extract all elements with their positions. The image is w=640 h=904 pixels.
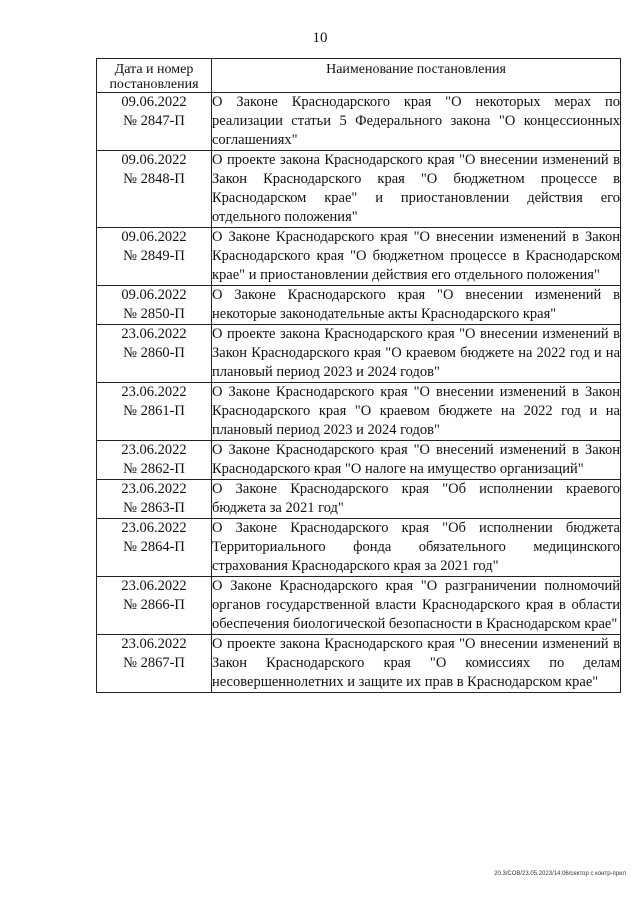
column-header-name: Наименование постановления — [212, 59, 621, 93]
decree-date: 09.06.2022 — [121, 229, 187, 245]
decree-title: О Законе Краснодарского края "О некоторых мерах по реализации статьи 5 Федерального закона "О концессионных соглашениях" — [212, 93, 621, 151]
decree-number: № 2867-П — [123, 655, 185, 671]
decree-title: О Законе Краснодарского края "О внесений изменений в Закон Краснодарского края "О налоге на имущество организаций" — [212, 441, 621, 480]
decree-number: № 2847-П — [123, 113, 185, 129]
decree-number: № 2861-П — [123, 403, 185, 419]
decree-title: О проекте закона Краснодарского края "О внесении изменений в Закон Краснодарского края "О краевом бюджете на 2022 год и на плановый период 2023 и 2024 годов" — [212, 325, 621, 383]
decrees-table — [96, 58, 621, 693]
decree-date-number-cell — [97, 286, 212, 325]
decree-date-number-cell — [97, 441, 212, 480]
decree-number: № 2850-П — [123, 306, 185, 322]
decree-date-number-cell — [97, 383, 212, 441]
table-row — [97, 286, 621, 325]
decree-title: О проекте закона Краснодарского края "О внесении изменений в Закон Краснодарского края "О бюджетном процессе в Краснодарском крае" и приостановлении действия его отдельного положения" — [212, 151, 621, 228]
decree-title: О Законе Краснодарского края "Об исполнении краевого бюджета за 2021 год" — [212, 480, 621, 519]
decree-date: 23.06.2022 — [121, 326, 187, 342]
table-row — [97, 325, 621, 383]
table-row — [97, 228, 621, 286]
decree-number: № 2863-П — [123, 500, 185, 516]
decree-date: 23.06.2022 — [121, 384, 187, 400]
decree-date: 09.06.2022 — [121, 152, 187, 168]
column-header-date-number: Дата и номер постановления — [97, 59, 212, 93]
table-row — [97, 635, 621, 693]
table-row — [97, 151, 621, 228]
decree-number: № 2849-П — [123, 248, 185, 264]
decree-date: 23.06.2022 — [121, 520, 187, 536]
footer-stamp: 20.3/СОВ/23.05.2023/14:06/сектор с контр-прил — [494, 871, 626, 877]
decree-title: О Законе Краснодарского края "О внесении изменений в некоторые законодательные акты Краснодарского края" — [212, 286, 621, 325]
decree-date: 09.06.2022 — [121, 94, 187, 110]
decree-date-number-cell — [97, 325, 212, 383]
decree-date-number-cell — [97, 480, 212, 519]
decree-date: 23.06.2022 — [121, 442, 187, 458]
decree-title: О Законе Краснодарского края "О разграничении полномочий органов государственной власти Краснодарского края в области обеспечения биологической безопасности в Краснодарском крае" — [212, 577, 621, 635]
decree-date: 23.06.2022 — [121, 636, 187, 652]
table-row — [97, 519, 621, 577]
decree-number: № 2866-П — [123, 597, 185, 613]
decree-date-number-cell — [97, 151, 212, 228]
decree-title: О Законе Краснодарского края "О внесении изменений в Закон Краснодарского края "О краевом бюджете на 2022 год и на плановый период 2023 и 2024 годов" — [212, 383, 621, 441]
table-row — [97, 577, 621, 635]
table-body — [97, 93, 621, 693]
decree-date-number-cell — [97, 228, 212, 286]
decree-date: 23.06.2022 — [121, 578, 187, 594]
decree-title: О Законе Краснодарского края "О внесении изменений в Закон Краснодарского края "О бюджетном процессе в Краснодарском крае" и приостановлении действия его отдельного положения" — [212, 228, 621, 286]
decree-number: № 2862-П — [123, 461, 185, 477]
decree-title: О Законе Краснодарского края "Об исполнении бюджета Территориального фонда обязательного медицинского страхования Краснодарского края за 2021 год" — [212, 519, 621, 577]
decree-number: № 2860-П — [123, 345, 185, 361]
decree-date: 09.06.2022 — [121, 287, 187, 303]
decree-date: 23.06.2022 — [121, 481, 187, 497]
decree-date-number-cell — [97, 635, 212, 693]
table-row — [97, 93, 621, 151]
table-header-row — [97, 59, 621, 93]
decree-number: № 2864-П — [123, 539, 185, 555]
decree-date-number-cell — [97, 577, 212, 635]
decree-number: № 2848-П — [123, 171, 185, 187]
table-row — [97, 383, 621, 441]
page-number: 10 — [312, 30, 328, 46]
decree-date-number-cell — [97, 93, 212, 151]
table-row — [97, 441, 621, 480]
decree-date-number-cell — [97, 519, 212, 577]
table-row — [97, 480, 621, 519]
decree-title: О проекте закона Краснодарского края "О внесении изменений в Закон Краснодарского края "О комиссиях по делам несовершеннолетних и защите их прав в Краснодарском крае" — [212, 635, 621, 693]
